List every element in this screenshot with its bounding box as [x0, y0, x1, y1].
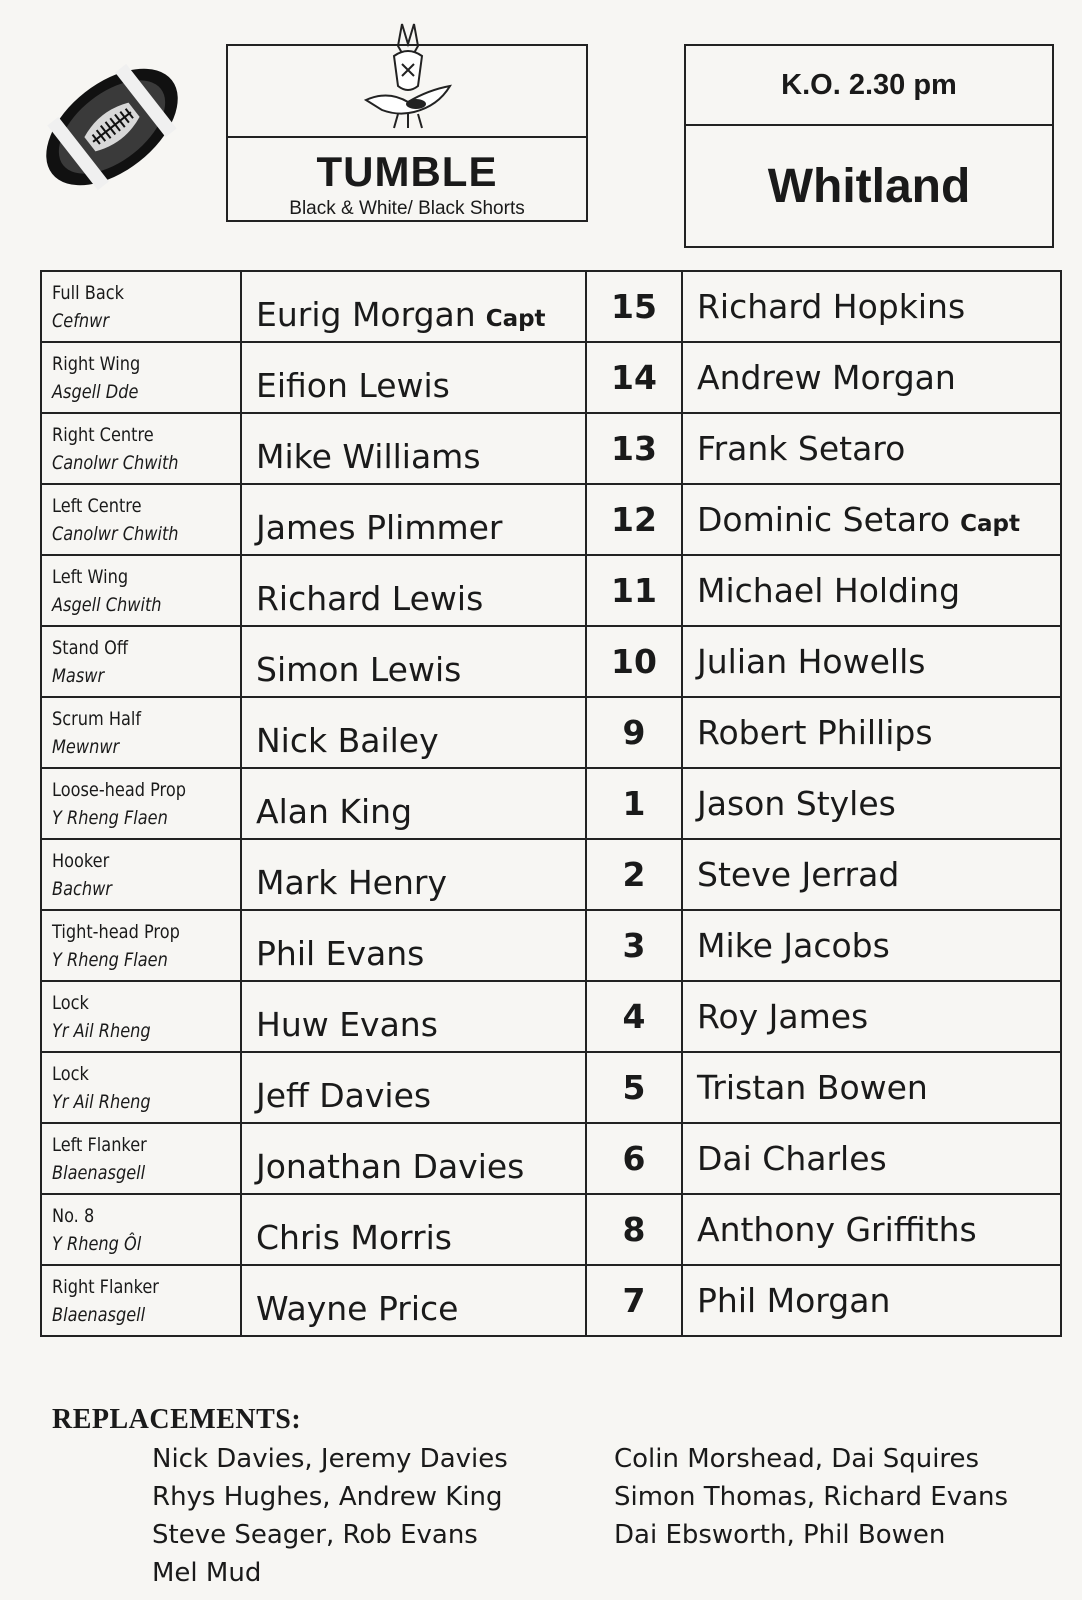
away-player-name: Frank Setaro	[697, 429, 906, 468]
shirt-number: 6	[586, 1123, 682, 1194]
lineup-body	[41, 271, 1061, 1336]
home-player-cell	[241, 484, 586, 555]
home-captain-mark: Capt	[485, 306, 546, 332]
away-player-cell	[682, 555, 1061, 626]
replacement-line: Mel Mud	[152, 1558, 262, 1588]
club-crest-icon	[358, 16, 458, 134]
home-player-name: Mike Williams	[256, 437, 481, 476]
position-welsh: Y Rheng Flaen	[52, 806, 168, 829]
position-welsh: Mewnwr	[52, 735, 120, 758]
away-player-cell	[682, 768, 1061, 839]
replacements-title: REPLACEMENTS:	[52, 1404, 302, 1435]
position-english: Right Wing	[52, 352, 141, 375]
home-player-cell	[241, 981, 586, 1052]
lineup-row	[41, 626, 1061, 697]
crest-area	[228, 46, 586, 138]
away-player-cell	[682, 910, 1061, 981]
home-player-name: Huw Evans	[256, 1005, 438, 1044]
home-player-name: Jeff Davies	[256, 1076, 432, 1115]
away-player-name: Andrew Morgan	[697, 358, 956, 397]
position-cell	[41, 1052, 241, 1123]
position-cell	[41, 413, 241, 484]
away-player-name: Jason Styles	[697, 784, 896, 823]
away-player-name: Julian Howells	[697, 642, 926, 681]
lineup-row	[41, 484, 1061, 555]
position-welsh: Blaenasgell	[52, 1303, 146, 1326]
away-team-box	[684, 44, 1054, 248]
away-player-cell	[682, 413, 1061, 484]
replacement-line: Nick Davies, Jeremy Davies	[152, 1444, 508, 1474]
position-welsh: Y Rheng Flaen	[52, 948, 168, 971]
position-english: Hooker	[52, 849, 110, 872]
lineup-row	[41, 697, 1061, 768]
home-player-cell	[241, 839, 586, 910]
lineup-row	[41, 555, 1061, 626]
position-english: Left Wing	[52, 565, 129, 588]
home-player-cell	[241, 1123, 586, 1194]
home-player-name: Eifion Lewis	[256, 366, 450, 405]
home-player-cell	[241, 1265, 586, 1336]
position-english: Left Centre	[52, 494, 142, 517]
shirt-number: 13	[586, 413, 682, 484]
position-english: Tight-head Prop	[52, 920, 180, 943]
lineup-row	[41, 981, 1061, 1052]
lineup-row	[41, 1052, 1061, 1123]
away-player-cell	[682, 1052, 1061, 1123]
position-cell	[41, 1265, 241, 1336]
shirt-number: 5	[586, 1052, 682, 1123]
lineup-row	[41, 768, 1061, 839]
away-player-name: Robert Phillips	[697, 713, 933, 752]
away-player-cell	[682, 484, 1061, 555]
home-player-name: Wayne Price	[256, 1289, 459, 1328]
home-player-name: Alan King	[256, 792, 413, 831]
shirt-number: 4	[586, 981, 682, 1052]
home-player-cell	[241, 413, 586, 484]
home-player-name: Eurig Morgan	[256, 295, 476, 334]
away-player-name: Roy James	[697, 997, 869, 1036]
lineup-row	[41, 1265, 1061, 1336]
shirt-number: 10	[586, 626, 682, 697]
away-player-cell	[682, 981, 1061, 1052]
replacement-line: Steve Seager, Rob Evans	[152, 1520, 478, 1550]
away-player-cell	[682, 342, 1061, 413]
position-cell	[41, 981, 241, 1052]
position-cell	[41, 1123, 241, 1194]
away-player-name: Dominic Setaro	[697, 500, 951, 539]
away-player-name: Mike Jacobs	[697, 926, 890, 965]
lineup-row	[41, 910, 1061, 981]
replacements-left	[152, 1440, 508, 1592]
shirt-number: 7	[586, 1265, 682, 1336]
position-english: Left Flanker	[52, 1133, 147, 1156]
home-player-name: Simon Lewis	[256, 650, 462, 689]
replacement-line: Rhys Hughes, Andrew King	[152, 1482, 503, 1512]
lineup-table	[40, 270, 1062, 1337]
home-player-name: James Plimmer	[256, 508, 503, 547]
away-player-cell	[682, 1123, 1061, 1194]
shirt-number: 11	[586, 555, 682, 626]
position-english: Stand Off	[52, 636, 128, 659]
home-player-name: Chris Morris	[256, 1218, 452, 1257]
away-player-name: Richard Hopkins	[697, 287, 966, 326]
away-player-name: Phil Morgan	[697, 1281, 891, 1320]
shirt-number: 3	[586, 910, 682, 981]
position-welsh: Maswr	[52, 664, 105, 687]
lineup-row	[41, 271, 1061, 342]
lineup-row	[41, 342, 1061, 413]
position-english: Lock	[52, 1062, 89, 1085]
home-player-cell	[241, 1052, 586, 1123]
away-player-cell	[682, 839, 1061, 910]
position-english: Loose-head Prop	[52, 778, 186, 801]
away-player-cell	[682, 1265, 1061, 1336]
home-player-cell	[241, 271, 586, 342]
home-player-name: Jonathan Davies	[256, 1147, 525, 1186]
position-welsh: Yr Ail Rheng	[52, 1019, 151, 1042]
home-player-name: Nick Bailey	[256, 721, 439, 760]
position-english: Lock	[52, 991, 89, 1014]
home-team-colours: Black & White/ Black Shorts	[289, 198, 525, 219]
shirt-number: 14	[586, 342, 682, 413]
away-player-name: Tristan Bowen	[697, 1068, 928, 1107]
position-cell	[41, 555, 241, 626]
shirt-number: 1	[586, 768, 682, 839]
shirt-number: 8	[586, 1194, 682, 1265]
home-team-name: TUMBLE	[316, 148, 498, 195]
position-english: Full Back	[52, 281, 124, 304]
position-cell	[41, 271, 241, 342]
position-welsh: Blaenasgell	[52, 1161, 146, 1184]
replacements-right	[614, 1440, 1008, 1554]
position-english: Right Centre	[52, 423, 154, 446]
away-player-name: Dai Charles	[697, 1139, 887, 1178]
position-english: Scrum Half	[52, 707, 142, 730]
away-player-name: Michael Holding	[697, 571, 961, 610]
rugby-ball-icon	[32, 58, 192, 196]
lineup-row	[41, 1194, 1061, 1265]
away-captain-mark: Capt	[960, 511, 1020, 537]
home-player-cell	[241, 768, 586, 839]
home-player-cell	[241, 697, 586, 768]
home-player-cell	[241, 1194, 586, 1265]
home-player-cell	[241, 626, 586, 697]
position-welsh: Canolwr Chwith	[52, 451, 179, 474]
home-player-name: Phil Evans	[256, 934, 425, 973]
away-player-cell	[682, 1194, 1061, 1265]
position-cell	[41, 839, 241, 910]
shirt-number: 9	[586, 697, 682, 768]
position-cell	[41, 1194, 241, 1265]
position-english: No. 8	[52, 1204, 95, 1227]
home-player-name: Mark Henry	[256, 863, 447, 902]
shirt-number: 15	[586, 271, 682, 342]
lineup-row	[41, 413, 1061, 484]
home-player-cell	[241, 555, 586, 626]
position-welsh: Cefnwr	[52, 309, 109, 332]
lineup-row	[41, 1123, 1061, 1194]
away-player-name: Anthony Griffiths	[697, 1210, 977, 1249]
position-welsh: Asgell Chwith	[52, 593, 162, 616]
away-player-cell	[682, 271, 1061, 342]
kickoff-time: K.O. 2.30 pm	[686, 46, 1052, 126]
home-player-cell	[241, 342, 586, 413]
position-cell	[41, 342, 241, 413]
position-cell	[41, 626, 241, 697]
position-english: Right Flanker	[52, 1275, 159, 1298]
replacement-line: Colin Morshead, Dai Squires	[614, 1444, 980, 1474]
away-player-name: Steve Jerrad	[697, 855, 900, 894]
home-player-name: Richard Lewis	[256, 579, 484, 618]
away-player-cell	[682, 697, 1061, 768]
home-team-box	[226, 44, 588, 222]
replacement-line: Dai Ebsworth, Phil Bowen	[614, 1520, 946, 1550]
position-welsh: Yr Ail Rheng	[52, 1090, 151, 1113]
shirt-number: 12	[586, 484, 682, 555]
lineup-row	[41, 839, 1061, 910]
shirt-number: 2	[586, 839, 682, 910]
position-welsh: Asgell Dde	[52, 380, 139, 403]
away-player-cell	[682, 626, 1061, 697]
away-team-name: Whitland	[767, 159, 971, 213]
home-player-cell	[241, 910, 586, 981]
replacement-line: Simon Thomas, Richard Evans	[614, 1482, 1009, 1512]
position-welsh: Y Rheng Ôl	[52, 1232, 142, 1255]
position-cell	[41, 768, 241, 839]
position-cell	[41, 697, 241, 768]
position-cell	[41, 484, 241, 555]
position-welsh: Bachwr	[52, 877, 112, 900]
position-cell	[41, 910, 241, 981]
position-welsh: Canolwr Chwith	[52, 522, 179, 545]
